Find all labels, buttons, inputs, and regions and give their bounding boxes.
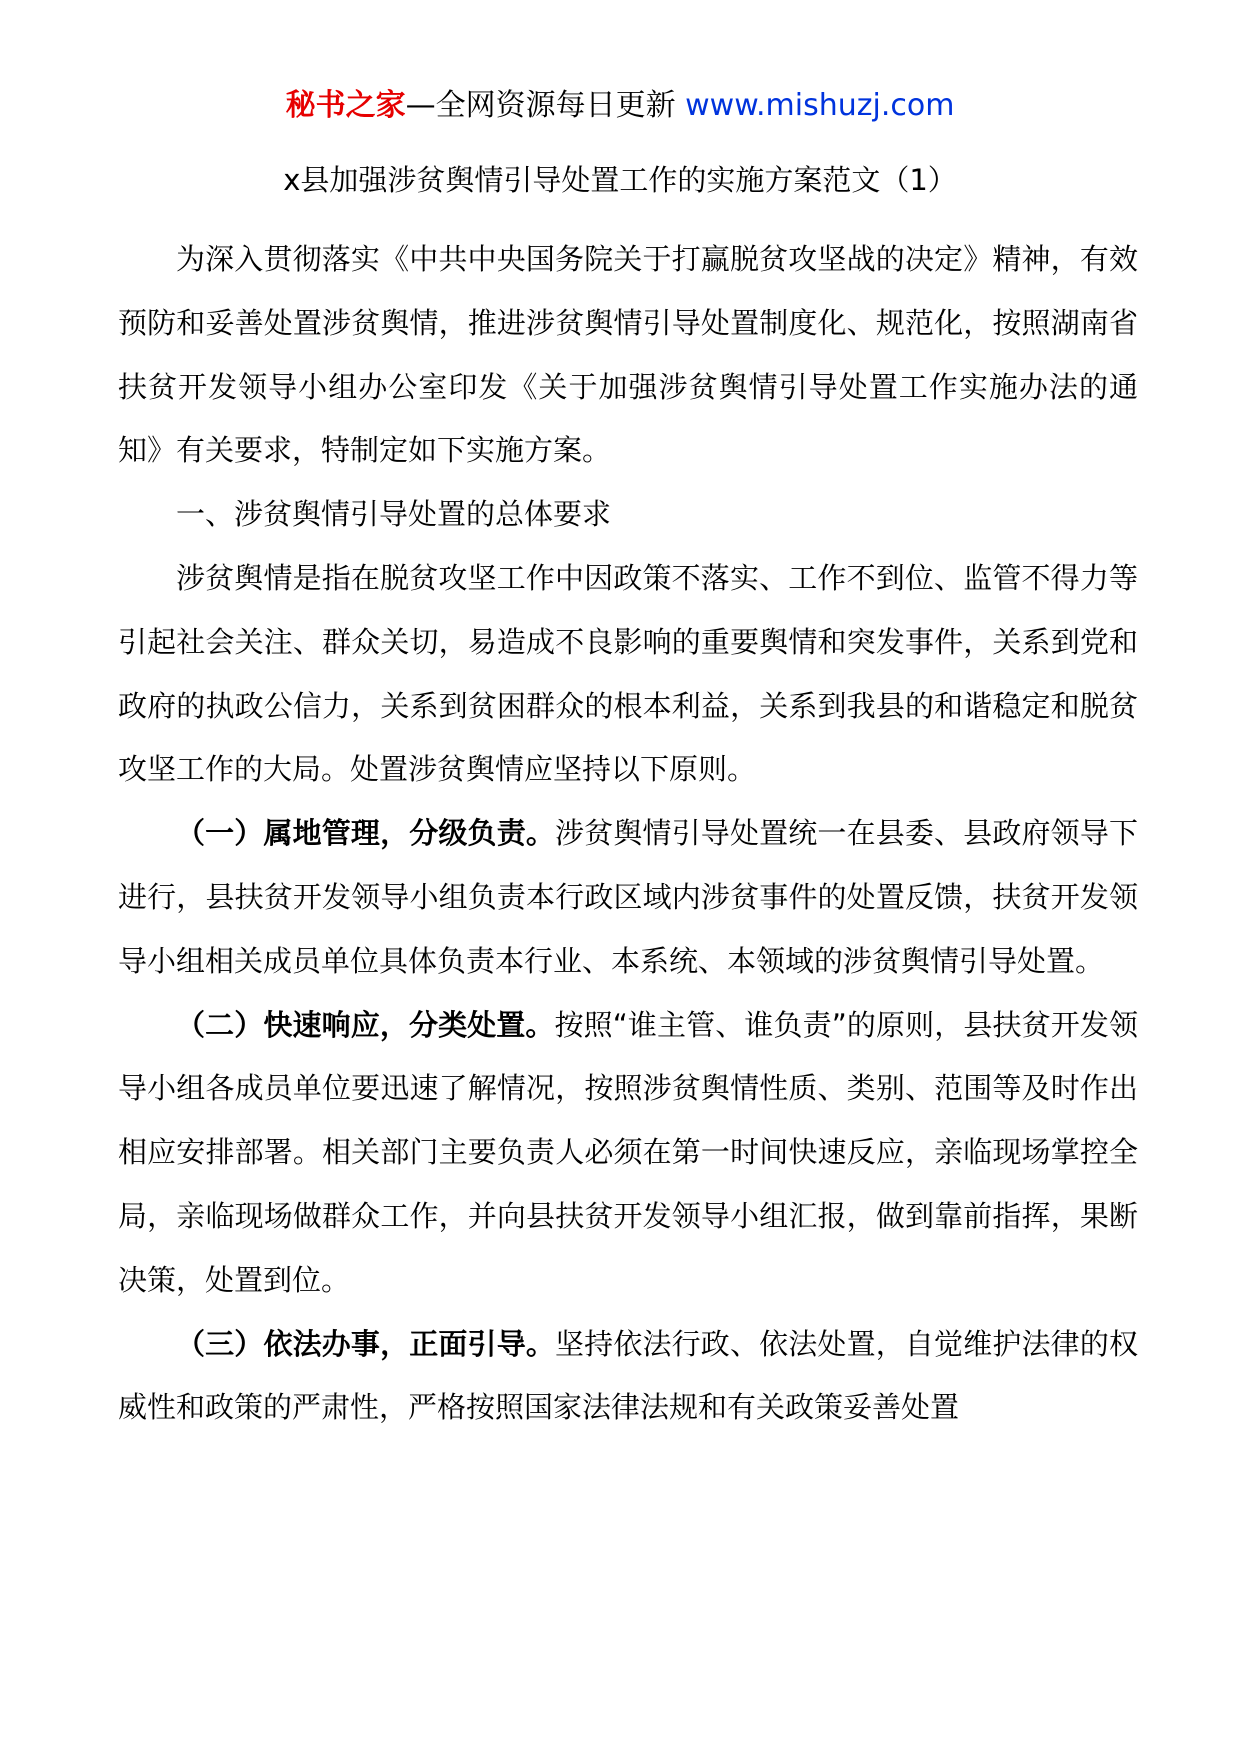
site-url[interactable]: www.mishuzj.com: [685, 88, 955, 123]
brand-name: 秘书之家: [285, 88, 406, 123]
section-paragraph: 涉贫舆情是指在脱贫攻坚工作中因政策不落实、工作不到位、监管不得力等引起社会关注、群众关切，易造成不良影响的重要舆情和突发事件，关系到党和政府的执政公信力，关系到贫困群众的根本利益，关系到我县的和谐稳定和脱贫攻坚工作的大局。处置涉贫舆情应坚持以下原则。: [118, 560, 1138, 787]
principle-text: 坚持依法行政、依法处置，自觉维护法律的权威性和政策的严肃性，严格按照国家法律法规和有关政策妥善处置: [118, 1326, 1138, 1425]
principle-text: 涉贫舆情引导处置统一在县委、县政府领导下进行，县扶贫开发领导小组负责本行政区域内涉贫事件的处置反馈，扶贫开发领导小组相关成员单位具体负责本行业、本系统、本领域的涉贫舆情引导处置。: [118, 816, 1138, 978]
section-heading: 一、涉贫舆情引导处置的总体要求: [176, 497, 612, 532]
document-body: [118, 228, 1138, 1440]
header-tagline: —全网资源每日更新: [405, 88, 686, 123]
principle-text: 按照“谁主管、谁负责”的原则，县扶贫开发领导小组各成员单位要迅速了解情况，按照涉贫舆情性质、类别、范围等及时作出相应安排部署。相关部门主要负责人必须在第一时间快速反应，亲临现场掌控全局，亲临现场做群众工作，并向县扶贫开发领导小组汇报，做到靠前指挥，果断决策，处置到位。: [118, 1007, 1138, 1297]
principle-label: （三）依法办事，正面引导。: [176, 1326, 556, 1361]
principle-label: （二）快速响应，分类处置。: [176, 1007, 555, 1042]
intro-paragraph: 为深入贯彻落实《中共中央国务院关于打赢脱贫攻坚战的决定》精神，有效预防和妥善处置涉贫舆情，推进涉贫舆情引导处置制度化、规范化，按照湖南省扶贫开发领导小组办公室印发《关于加强涉贫舆情引导处置工作实施办法的通知》有关要求，特制定如下实施方案。: [118, 242, 1138, 468]
document-title: x县加强涉贫舆情引导处置工作的实施方案范文（1）: [283, 163, 957, 197]
site-header: [0, 86, 1240, 126]
principle-label: （一）属地管理，分级负责。: [176, 816, 556, 851]
principle-paragraph: [118, 802, 1138, 993]
principle-paragraph: [118, 1313, 1138, 1441]
principle-paragraph: [118, 994, 1138, 1313]
